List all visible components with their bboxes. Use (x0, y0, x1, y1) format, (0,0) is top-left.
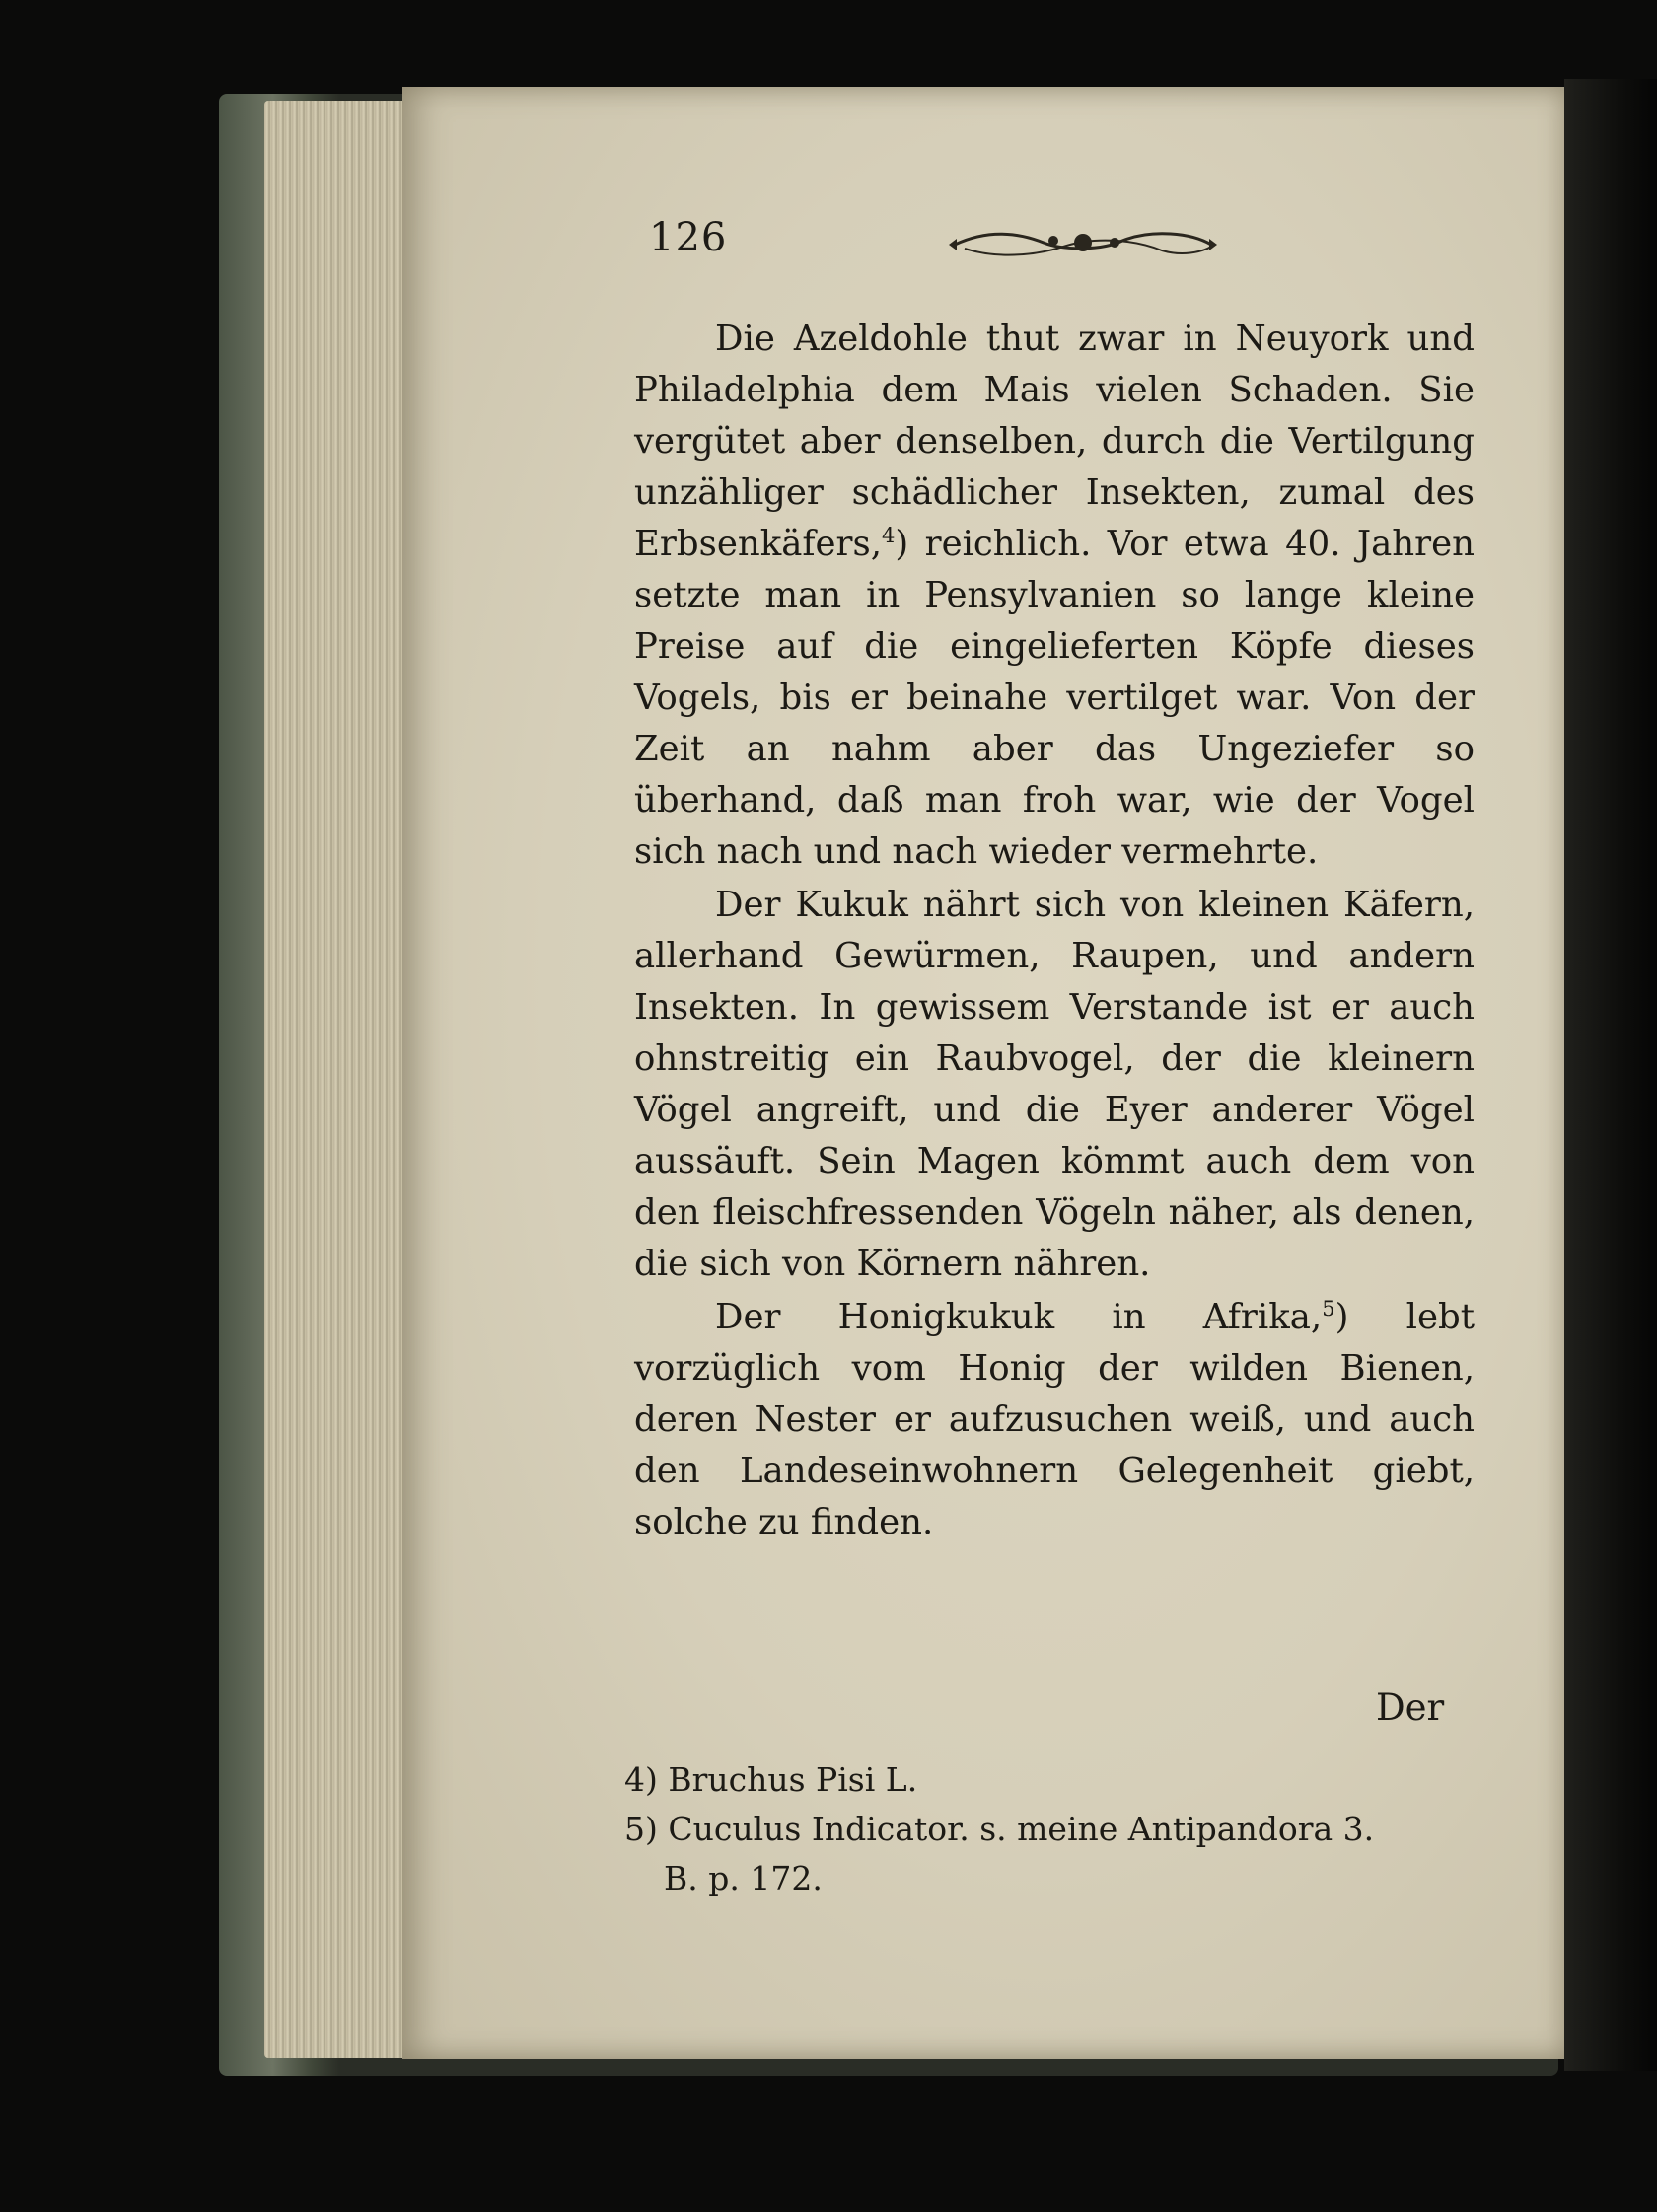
running-head (649, 215, 1221, 274)
footnote-ref: 5 (1322, 1297, 1335, 1321)
paragraph-text: Die Azeldohle thut zwar in Neuyork und Philadelphia dem Mais vielen Schaden. Sie vergütet aber denselben, durch die Vertilgung unzähliger schädlicher Insekten, zumal des Erbsenkäfers, (634, 319, 1475, 564)
paragraph-text: Der Kukuk nährt sich von kleinen Käfern, allerhand Gewürmen, Raupen, und andern Insekten. In gewissem Verstande ist er auch ohnstreitig ein Raubvogel, der die kleinern Vögel angreift, und die Eyer anderer Vögel aussäuft. Sein Magen kömmt auch dem von den fleischfressenden Vögeln näher, als denen, die sich von Körnern nähren. (634, 885, 1475, 1284)
paragraph-text: ) reichlich. Vor etwa 40. Jahren setzte man in Pensylvanien so lange kleine Preise auf die eingelieferten Köpfe dieses Vogels, bis er beinahe vertilget war. Von der Zeit an nahm aber das Ungeziefer so überhand, daß man froh war, wie der Vogel sich nach und nach wieder vermehrte. (634, 524, 1475, 872)
body-text (634, 314, 1475, 1548)
footnotes (624, 1755, 1482, 1903)
paragraph-honigkukuk (634, 1292, 1475, 1548)
catchword: Der (1376, 1686, 1445, 1729)
paragraph-kukuk (634, 880, 1475, 1290)
page-number: 126 (649, 215, 728, 260)
footnote-ref: 4 (882, 524, 896, 548)
footnote-5-line1: 5) Cuculus Indicator. s. meine Antipandora 3. (624, 1810, 1375, 1848)
paragraph-text: Der Honigkukuk in Afrika, (715, 1297, 1323, 1337)
ornament-icon (945, 223, 1221, 262)
book-gutter (1564, 79, 1657, 2071)
paragraph-text: ) lebt vorzüglich vom Honig der wilden Bienen, deren Nester er aufzusuchen weiß, und auch den Landeseinwohnern Gelegenheit giebt, solche zu finden. (634, 1297, 1475, 1542)
footnote-5-line2: B. p. 172. (664, 1859, 823, 1897)
paragraph-azeldohle (634, 314, 1475, 878)
page-edges (264, 101, 412, 2058)
footnote-4: 4) Bruchus Pisi L. (624, 1760, 918, 1799)
